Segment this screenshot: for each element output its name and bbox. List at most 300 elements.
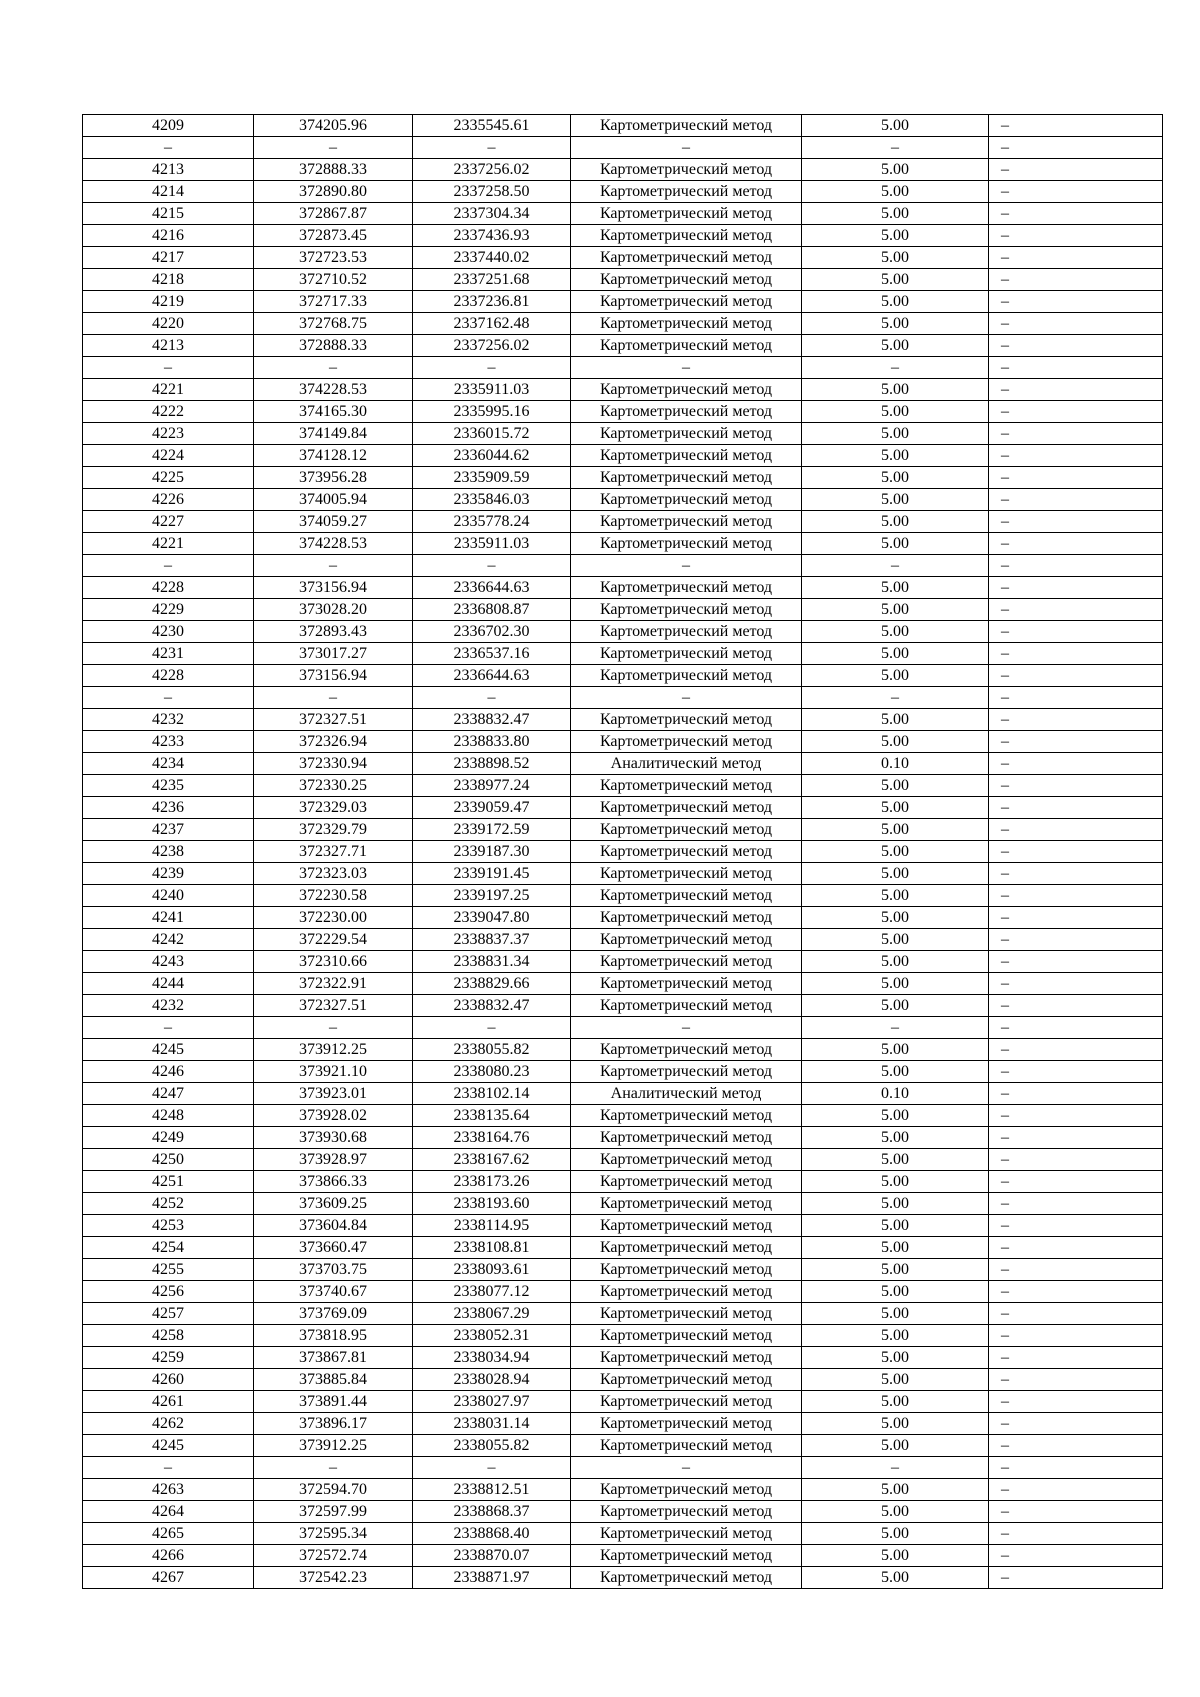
note-cell: –	[989, 379, 1163, 401]
method-cell: Картометрический метод	[571, 1061, 802, 1083]
point-number-cell: –	[83, 1017, 254, 1039]
y-coordinate-cell: 2338193.60	[413, 1193, 571, 1215]
note-cell: –	[989, 1347, 1163, 1369]
point-number-cell: 4222	[83, 401, 254, 423]
y-coordinate-cell: 2338135.64	[413, 1105, 571, 1127]
precision-cell: 5.00	[802, 467, 989, 489]
note-cell: –	[989, 1083, 1163, 1105]
precision-cell: 5.00	[802, 577, 989, 599]
point-number-cell: 4224	[83, 445, 254, 467]
method-cell: Картометрический метод	[571, 973, 802, 995]
note-cell: –	[989, 841, 1163, 863]
x-coordinate-cell: 373156.94	[254, 577, 413, 599]
table-row	[83, 489, 1163, 511]
precision-cell: 5.00	[802, 423, 989, 445]
note-cell: –	[989, 1457, 1163, 1479]
y-coordinate-cell: –	[413, 1457, 571, 1479]
point-number-cell: 4233	[83, 731, 254, 753]
precision-cell: 5.00	[802, 1259, 989, 1281]
precision-cell: 5.00	[802, 401, 989, 423]
x-coordinate-cell: 372890.80	[254, 181, 413, 203]
note-cell: –	[989, 555, 1163, 577]
method-cell: Картометрический метод	[571, 159, 802, 181]
method-cell: Картометрический метод	[571, 775, 802, 797]
point-number-cell: 4221	[83, 379, 254, 401]
y-coordinate-cell: 2338870.07	[413, 1545, 571, 1567]
point-number-cell: 4247	[83, 1083, 254, 1105]
method-cell: Картометрический метод	[571, 1325, 802, 1347]
point-number-cell: –	[83, 1457, 254, 1479]
precision-cell: 5.00	[802, 225, 989, 247]
table-row	[83, 709, 1163, 731]
note-cell: –	[989, 599, 1163, 621]
table-row	[83, 533, 1163, 555]
note-cell: –	[989, 1391, 1163, 1413]
precision-cell: 0.10	[802, 753, 989, 775]
note-cell: –	[989, 291, 1163, 313]
y-coordinate-cell: 2339191.45	[413, 863, 571, 885]
y-coordinate-cell: 2335995.16	[413, 401, 571, 423]
note-cell: –	[989, 489, 1163, 511]
method-cell: Картометрический метод	[571, 247, 802, 269]
precision-cell: 5.00	[802, 1391, 989, 1413]
table-row	[83, 577, 1163, 599]
table-row	[83, 115, 1163, 137]
table-row	[83, 1325, 1163, 1347]
y-coordinate-cell: 2335911.03	[413, 533, 571, 555]
table-row	[83, 1039, 1163, 1061]
point-number-cell: 4232	[83, 995, 254, 1017]
method-cell: Картометрический метод	[571, 269, 802, 291]
y-coordinate-cell: 2338027.97	[413, 1391, 571, 1413]
method-cell: Картометрический метод	[571, 599, 802, 621]
table-row	[83, 1171, 1163, 1193]
table-row	[83, 1017, 1163, 1039]
table-row	[83, 819, 1163, 841]
table-row	[83, 929, 1163, 951]
y-coordinate-cell: 2336808.87	[413, 599, 571, 621]
x-coordinate-cell: –	[254, 137, 413, 159]
note-cell: –	[989, 709, 1163, 731]
coordinates-table-body	[83, 115, 1163, 1589]
y-coordinate-cell: 2337304.34	[413, 203, 571, 225]
y-coordinate-cell: 2338080.23	[413, 1061, 571, 1083]
table-row	[83, 291, 1163, 313]
table-row	[83, 687, 1163, 709]
y-coordinate-cell: 2336644.63	[413, 577, 571, 599]
x-coordinate-cell: 373956.28	[254, 467, 413, 489]
x-coordinate-cell: 372873.45	[254, 225, 413, 247]
x-coordinate-cell: 372327.51	[254, 709, 413, 731]
precision-cell: 5.00	[802, 643, 989, 665]
y-coordinate-cell: 2338868.40	[413, 1523, 571, 1545]
point-number-cell: 4230	[83, 621, 254, 643]
x-coordinate-cell: 372326.94	[254, 731, 413, 753]
precision-cell: 5.00	[802, 1237, 989, 1259]
method-cell: Картометрический метод	[571, 665, 802, 687]
point-number-cell: 4228	[83, 665, 254, 687]
y-coordinate-cell: 2338832.47	[413, 995, 571, 1017]
precision-cell: –	[802, 687, 989, 709]
precision-cell: –	[802, 137, 989, 159]
note-cell: –	[989, 731, 1163, 753]
table-row	[83, 445, 1163, 467]
y-coordinate-cell: 2337440.02	[413, 247, 571, 269]
note-cell: –	[989, 1413, 1163, 1435]
x-coordinate-cell: 372330.94	[254, 753, 413, 775]
method-cell: –	[571, 357, 802, 379]
point-number-cell: 4245	[83, 1435, 254, 1457]
precision-cell: 5.00	[802, 159, 989, 181]
y-coordinate-cell: 2337436.93	[413, 225, 571, 247]
table-row	[83, 137, 1163, 159]
table-row	[83, 1215, 1163, 1237]
precision-cell: –	[802, 555, 989, 577]
note-cell: –	[989, 247, 1163, 269]
precision-cell: 5.00	[802, 819, 989, 841]
precision-cell: 5.00	[802, 1149, 989, 1171]
point-number-cell: –	[83, 137, 254, 159]
precision-cell: 5.00	[802, 907, 989, 929]
table-row	[83, 1149, 1163, 1171]
point-number-cell: 4218	[83, 269, 254, 291]
precision-cell: 5.00	[802, 1369, 989, 1391]
note-cell: –	[989, 1215, 1163, 1237]
table-row	[83, 269, 1163, 291]
method-cell: Картометрический метод	[571, 335, 802, 357]
point-number-cell: 4240	[83, 885, 254, 907]
precision-cell: 5.00	[802, 1501, 989, 1523]
method-cell: Картометрический метод	[571, 951, 802, 973]
y-coordinate-cell: 2336702.30	[413, 621, 571, 643]
method-cell: Картометрический метод	[571, 1171, 802, 1193]
note-cell: –	[989, 1105, 1163, 1127]
y-coordinate-cell: 2336044.62	[413, 445, 571, 467]
y-coordinate-cell: 2336015.72	[413, 423, 571, 445]
x-coordinate-cell: 374005.94	[254, 489, 413, 511]
precision-cell: 5.00	[802, 247, 989, 269]
note-cell: –	[989, 1369, 1163, 1391]
note-cell: –	[989, 357, 1163, 379]
table-row	[83, 775, 1163, 797]
method-cell: Картометрический метод	[571, 379, 802, 401]
table-row	[83, 247, 1163, 269]
point-number-cell: –	[83, 555, 254, 577]
method-cell: Аналитический метод	[571, 753, 802, 775]
y-coordinate-cell: 2338977.24	[413, 775, 571, 797]
point-number-cell: 4216	[83, 225, 254, 247]
precision-cell: 5.00	[802, 1413, 989, 1435]
table-row	[83, 555, 1163, 577]
precision-cell: –	[802, 1017, 989, 1039]
y-coordinate-cell: –	[413, 687, 571, 709]
x-coordinate-cell: 373896.17	[254, 1413, 413, 1435]
x-coordinate-cell: 372717.33	[254, 291, 413, 313]
precision-cell: 5.00	[802, 335, 989, 357]
note-cell: –	[989, 313, 1163, 335]
x-coordinate-cell: 373609.25	[254, 1193, 413, 1215]
point-number-cell: 4232	[83, 709, 254, 731]
table-row	[83, 335, 1163, 357]
method-cell: Картометрический метод	[571, 489, 802, 511]
x-coordinate-cell: 372329.03	[254, 797, 413, 819]
point-number-cell: 4239	[83, 863, 254, 885]
x-coordinate-cell: 372229.54	[254, 929, 413, 951]
point-number-cell: 4241	[83, 907, 254, 929]
method-cell: Картометрический метод	[571, 577, 802, 599]
table-row	[83, 181, 1163, 203]
precision-cell: 5.00	[802, 1193, 989, 1215]
method-cell: Картометрический метод	[571, 1369, 802, 1391]
x-coordinate-cell: 372595.34	[254, 1523, 413, 1545]
precision-cell: 5.00	[802, 1171, 989, 1193]
x-coordinate-cell: 372329.79	[254, 819, 413, 841]
x-coordinate-cell: 373660.47	[254, 1237, 413, 1259]
method-cell: Картометрический метод	[571, 115, 802, 137]
note-cell: –	[989, 1259, 1163, 1281]
table-row	[83, 1479, 1163, 1501]
point-number-cell: 4243	[83, 951, 254, 973]
table-row	[83, 973, 1163, 995]
precision-cell: –	[802, 357, 989, 379]
y-coordinate-cell: 2338173.26	[413, 1171, 571, 1193]
x-coordinate-cell: 372322.91	[254, 973, 413, 995]
note-cell: –	[989, 1237, 1163, 1259]
table-row	[83, 1435, 1163, 1457]
method-cell: Картометрический метод	[571, 291, 802, 313]
method-cell: Картометрический метод	[571, 1523, 802, 1545]
table-row	[83, 1347, 1163, 1369]
note-cell: –	[989, 621, 1163, 643]
x-coordinate-cell: 373928.02	[254, 1105, 413, 1127]
precision-cell: 5.00	[802, 775, 989, 797]
y-coordinate-cell: 2337251.68	[413, 269, 571, 291]
x-coordinate-cell: 372327.51	[254, 995, 413, 1017]
x-coordinate-cell: 374228.53	[254, 379, 413, 401]
y-coordinate-cell: –	[413, 1017, 571, 1039]
table-row	[83, 907, 1163, 929]
point-number-cell: 4260	[83, 1369, 254, 1391]
y-coordinate-cell: 2338055.82	[413, 1435, 571, 1457]
note-cell: –	[989, 885, 1163, 907]
note-cell: –	[989, 665, 1163, 687]
table-row	[83, 401, 1163, 423]
note-cell: –	[989, 1523, 1163, 1545]
precision-cell: 5.00	[802, 973, 989, 995]
method-cell: –	[571, 1457, 802, 1479]
note-cell: –	[989, 1193, 1163, 1215]
point-number-cell: 4246	[83, 1061, 254, 1083]
precision-cell: 5.00	[802, 1347, 989, 1369]
y-coordinate-cell: 2337236.81	[413, 291, 571, 313]
table-row	[83, 357, 1163, 379]
precision-cell: 5.00	[802, 599, 989, 621]
x-coordinate-cell: 373923.01	[254, 1083, 413, 1105]
table-row	[83, 1567, 1163, 1589]
table-row	[83, 1127, 1163, 1149]
table-row	[83, 841, 1163, 863]
point-number-cell: 4219	[83, 291, 254, 313]
point-number-cell: 4213	[83, 335, 254, 357]
note-cell: –	[989, 577, 1163, 599]
note-cell: –	[989, 797, 1163, 819]
precision-cell: 5.00	[802, 181, 989, 203]
point-number-cell: 4229	[83, 599, 254, 621]
coordinates-table	[82, 114, 1163, 1589]
point-number-cell: 4254	[83, 1237, 254, 1259]
precision-cell: 5.00	[802, 1545, 989, 1567]
method-cell: Картометрический метод	[571, 643, 802, 665]
y-coordinate-cell: 2338108.81	[413, 1237, 571, 1259]
x-coordinate-cell: –	[254, 1017, 413, 1039]
y-coordinate-cell: 2335545.61	[413, 115, 571, 137]
precision-cell: 5.00	[802, 1303, 989, 1325]
x-coordinate-cell: 372888.33	[254, 335, 413, 357]
point-number-cell: 4259	[83, 1347, 254, 1369]
y-coordinate-cell: 2338102.14	[413, 1083, 571, 1105]
precision-cell: 5.00	[802, 731, 989, 753]
note-cell: –	[989, 753, 1163, 775]
note-cell: –	[989, 1325, 1163, 1347]
table-row	[83, 1545, 1163, 1567]
method-cell: Картометрический метод	[571, 1501, 802, 1523]
y-coordinate-cell: 2338837.37	[413, 929, 571, 951]
point-number-cell: 4223	[83, 423, 254, 445]
point-number-cell: 4215	[83, 203, 254, 225]
table-row	[83, 753, 1163, 775]
y-coordinate-cell: 2338812.51	[413, 1479, 571, 1501]
precision-cell: 5.00	[802, 885, 989, 907]
x-coordinate-cell: 373928.97	[254, 1149, 413, 1171]
y-coordinate-cell: 2339047.80	[413, 907, 571, 929]
point-number-cell: 4221	[83, 533, 254, 555]
y-coordinate-cell: 2338868.37	[413, 1501, 571, 1523]
precision-cell: 5.00	[802, 841, 989, 863]
precision-cell: 5.00	[802, 929, 989, 951]
point-number-cell: 4238	[83, 841, 254, 863]
table-row	[83, 1501, 1163, 1523]
x-coordinate-cell: 373028.20	[254, 599, 413, 621]
precision-cell: 5.00	[802, 1281, 989, 1303]
point-number-cell: 4225	[83, 467, 254, 489]
table-row	[83, 1413, 1163, 1435]
method-cell: Картометрический метод	[571, 797, 802, 819]
method-cell: –	[571, 555, 802, 577]
note-cell: –	[989, 225, 1163, 247]
point-number-cell: 4256	[83, 1281, 254, 1303]
table-row	[83, 1083, 1163, 1105]
note-cell: –	[989, 995, 1163, 1017]
x-coordinate-cell: 374165.30	[254, 401, 413, 423]
point-number-cell: 4245	[83, 1039, 254, 1061]
precision-cell: 5.00	[802, 115, 989, 137]
method-cell: Картометрический метод	[571, 1215, 802, 1237]
y-coordinate-cell: –	[413, 555, 571, 577]
table-row	[83, 665, 1163, 687]
method-cell: Картометрический метод	[571, 1347, 802, 1369]
precision-cell: 5.00	[802, 1061, 989, 1083]
method-cell: Картометрический метод	[571, 203, 802, 225]
point-number-cell: –	[83, 687, 254, 709]
note-cell: –	[989, 1039, 1163, 1061]
y-coordinate-cell: 2339187.30	[413, 841, 571, 863]
table-row	[83, 885, 1163, 907]
precision-cell: 5.00	[802, 1105, 989, 1127]
y-coordinate-cell: 2338831.34	[413, 951, 571, 973]
table-row	[83, 1237, 1163, 1259]
precision-cell: –	[802, 1457, 989, 1479]
method-cell: Картометрический метод	[571, 1435, 802, 1457]
note-cell: –	[989, 1435, 1163, 1457]
table-row	[83, 1523, 1163, 1545]
point-number-cell: 4235	[83, 775, 254, 797]
point-number-cell: 4231	[83, 643, 254, 665]
precision-cell: 5.00	[802, 709, 989, 731]
note-cell: –	[989, 423, 1163, 445]
note-cell: –	[989, 181, 1163, 203]
y-coordinate-cell: 2338034.94	[413, 1347, 571, 1369]
precision-cell: 5.00	[802, 533, 989, 555]
method-cell: Картометрический метод	[571, 1413, 802, 1435]
method-cell: Картометрический метод	[571, 1567, 802, 1589]
x-coordinate-cell: 372542.23	[254, 1567, 413, 1589]
point-number-cell: –	[83, 357, 254, 379]
method-cell: Картометрический метод	[571, 1545, 802, 1567]
y-coordinate-cell: 2335909.59	[413, 467, 571, 489]
table-row	[83, 1369, 1163, 1391]
y-coordinate-cell: 2337162.48	[413, 313, 571, 335]
precision-cell: 5.00	[802, 1215, 989, 1237]
method-cell: Картометрический метод	[571, 423, 802, 445]
precision-cell: 5.00	[802, 1523, 989, 1545]
note-cell: –	[989, 269, 1163, 291]
point-number-cell: 4264	[83, 1501, 254, 1523]
x-coordinate-cell: 373818.95	[254, 1325, 413, 1347]
precision-cell: 5.00	[802, 1127, 989, 1149]
note-cell: –	[989, 115, 1163, 137]
note-cell: –	[989, 511, 1163, 533]
note-cell: –	[989, 1479, 1163, 1501]
table-row	[83, 379, 1163, 401]
table-row	[83, 1193, 1163, 1215]
x-coordinate-cell: 373912.25	[254, 1435, 413, 1457]
note-cell: –	[989, 1303, 1163, 1325]
method-cell: Картометрический метод	[571, 1391, 802, 1413]
precision-cell: 5.00	[802, 1039, 989, 1061]
note-cell: –	[989, 203, 1163, 225]
method-cell: Картометрический метод	[571, 225, 802, 247]
method-cell: Картометрический метод	[571, 533, 802, 555]
y-coordinate-cell: 2339197.25	[413, 885, 571, 907]
point-number-cell: 4250	[83, 1149, 254, 1171]
point-number-cell: 4253	[83, 1215, 254, 1237]
note-cell: –	[989, 533, 1163, 555]
y-coordinate-cell: 2338167.62	[413, 1149, 571, 1171]
note-cell: –	[989, 137, 1163, 159]
x-coordinate-cell: 373604.84	[254, 1215, 413, 1237]
table-row	[83, 621, 1163, 643]
precision-cell: 5.00	[802, 797, 989, 819]
x-coordinate-cell: 373866.33	[254, 1171, 413, 1193]
y-coordinate-cell: 2338052.31	[413, 1325, 571, 1347]
note-cell: –	[989, 929, 1163, 951]
x-coordinate-cell: 373867.81	[254, 1347, 413, 1369]
x-coordinate-cell: 372230.00	[254, 907, 413, 929]
x-coordinate-cell: 373930.68	[254, 1127, 413, 1149]
method-cell: Картометрический метод	[571, 709, 802, 731]
table-row	[83, 423, 1163, 445]
point-number-cell: 4244	[83, 973, 254, 995]
